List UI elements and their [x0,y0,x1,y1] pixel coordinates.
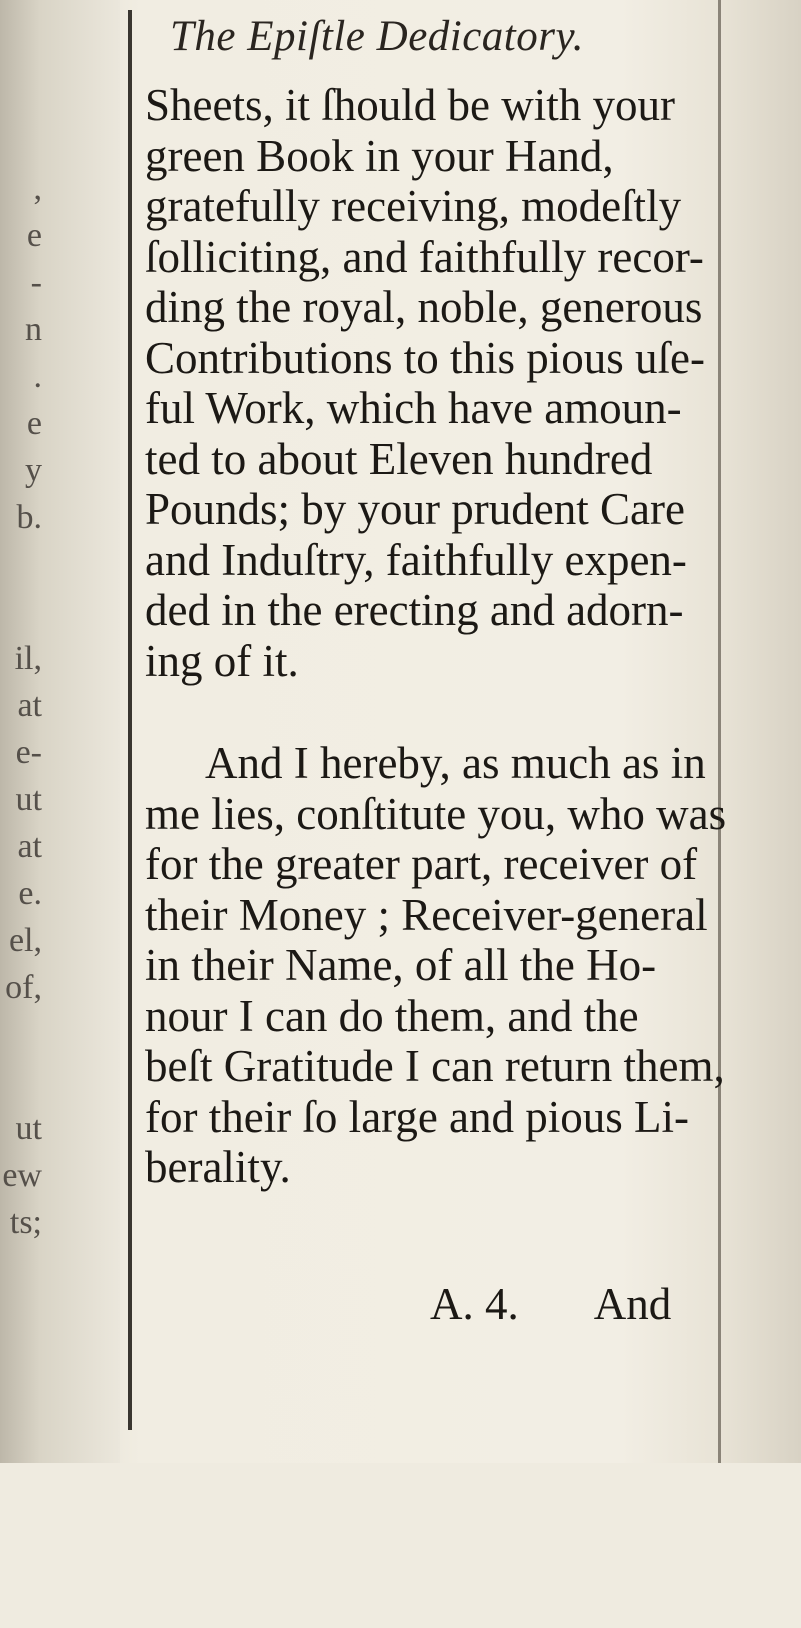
text-line: me lies, conſtitute you, who was [145,788,727,839]
margin-fragment [0,588,42,635]
margin-fragment: ts; [9,1204,42,1241]
margin-fragment: ut [15,781,42,818]
paragraph-2 [145,738,735,1193]
margin-fragment: e- [15,734,42,771]
text-line: and Induſtry, faithfully expen- [145,534,687,585]
text-line: ding the royal, noble, generous [145,282,703,332]
text-line: Pounds; by your prudent Care [145,484,685,534]
signature-mark: A. 4. [430,1279,519,1329]
margin-fragment: e [26,217,42,254]
margin-fragment: il, [14,640,42,677]
margin-fragment: at [17,828,42,865]
paragraph-1 [145,80,735,686]
text-line: for the greater part, receiver of [145,839,698,889]
margin-fragment: y [25,452,42,489]
text-line: ded in the erecting and adorn- [145,585,684,635]
catchword: And [593,1279,672,1329]
facing-page-margin-text [0,0,60,1628]
text-line: ing of it. [145,635,299,686]
text-line: ſolliciting, and faithfully recor- [145,231,704,282]
text-line: green Book in your Hand, [145,130,614,181]
page-body [145,80,735,1193]
text-line: gratefully receiving, modeſtly [145,181,682,231]
margin-fragment: n [25,311,42,348]
text-line: ful Work, which have amoun- [145,383,682,433]
text-line: And I hereby, as much as in [205,738,706,788]
text-line: nour I can do them, and the [145,990,639,1041]
binding-rule [128,10,132,1430]
text-line: Contributions to this pious uſe- [145,332,706,383]
text-line: Sheets, it ſhould be with your [145,80,675,130]
margin-fragment: - [30,264,42,301]
text-line: their Money ; Receiver-general [145,889,708,940]
page-footer [430,1278,730,1330]
text-line: in their Name, of all the Ho- [145,940,657,990]
running-header: The Epiſtle Dedicatory. [170,13,584,60]
margin-fragment: , [33,170,42,207]
text-line: berality. [145,1142,291,1192]
margin-fragment: ut [15,1110,42,1147]
margin-fragment: of, [5,969,42,1006]
text-line: for their ſo large and pious Li- [145,1091,690,1142]
margin-fragment: at [17,687,42,724]
margin-fragment: ew [2,1157,42,1194]
margin-fragment [0,1058,42,1105]
text-line: ted to about Eleven hundred [145,433,653,484]
margin-fragment [0,541,42,588]
margin-fragment: b. [16,499,42,536]
paragraph-gap [145,686,735,738]
text-line: beſt Gratitude I can return them, [145,1041,725,1091]
margin-fragment: e. [18,875,42,912]
margin-fragment [0,1011,42,1058]
margin-fragment: . [33,358,42,395]
margin-fragment: el, [8,922,42,959]
margin-fragment: e [26,405,42,442]
